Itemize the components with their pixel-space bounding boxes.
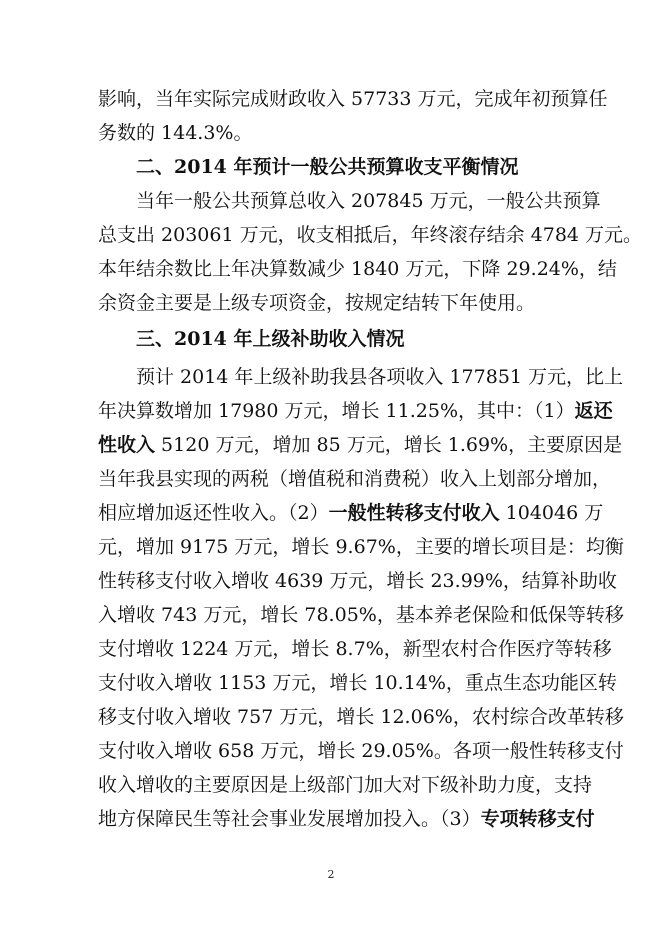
paragraph-line: 余资金主要是上级专项资金，按规定结转下年使用。	[98, 292, 536, 314]
paragraph-line: 支付收入增收 1153 万元，增长 10.14%，重点生态功能区转	[98, 672, 617, 694]
line-text: 5120 万元，增加 85 万元，增长 1.69%，主要原因是	[155, 434, 623, 456]
paragraph-line: 当年一般公共预算总收入 207845 万元，一般公共预算	[136, 190, 601, 212]
paragraph-line: 影响，当年实际完成财政收入 57733 万元，完成年初预算任	[98, 88, 608, 110]
paragraph-line: 预计 2014 年上级补助我县各项收入 177851 万元，比上	[136, 366, 624, 388]
line-text: 104046 万	[499, 502, 604, 524]
line-text: 年决算数增加 17980 万元，增长 11.25%，其中：（1）	[98, 400, 575, 422]
bold-term: 一般性转移支付收入	[328, 502, 500, 524]
paragraph-line: 入增收 743 万元，增长 78.05%，基本养老保险和低保等转移	[98, 604, 624, 626]
paragraph-line	[98, 396, 613, 426]
paragraph-line: 移支付收入增收 757 万元，增长 12.06%，农村综合改革转移	[98, 706, 624, 728]
bold-term: 返还	[574, 400, 613, 422]
paragraph-line: 性转移支付收入增收 4639 万元，增长 23.99%，结算补助收	[98, 570, 617, 592]
paragraph-line: 当年我县实现的两税（增值税和消费税）收入上划部分增加，	[98, 468, 612, 490]
paragraph-line: 总支出 203061 万元，收支相抵后，年终滚存结余 4784 万元。	[98, 224, 643, 246]
paragraph-line: 本年结余数比上年决算数减少 1840 万元，下降 29.24%，结	[98, 258, 617, 280]
paragraph-line: 支付收入增收 658 万元，增长 29.05%。各项一般性转移支付	[98, 740, 624, 762]
section-heading: 三、2014 年上级补助收入情况	[136, 328, 405, 350]
section-heading: 二、2014 年预计一般公共预算收支平衡情况	[136, 156, 519, 178]
bold-term: 专项转移支付	[480, 808, 595, 830]
paragraph-line	[98, 498, 604, 528]
paragraph-line: 务数的 144.3%。	[98, 122, 253, 144]
line-text: 相应增加返还性收入。（2）	[98, 502, 329, 524]
paragraph-line: 支付增收 1224 万元，增长 8.7%，新型农村合作医疗等转移	[98, 638, 612, 660]
paragraph-line	[98, 430, 623, 460]
page-number: 2	[327, 868, 335, 881]
paragraph-line: 收入增收的主要原因是上级部门加大对下级补助力度，支持	[98, 774, 593, 796]
paragraph-line	[98, 804, 595, 834]
bold-term: 性收入	[98, 434, 156, 456]
paragraph-line: 元，增加 9175 万元，增长 9.67%，主要的增长项目是：均衡	[98, 536, 624, 558]
line-text: 地方保障民生等社会事业发展增加投入。（3）	[98, 808, 481, 830]
